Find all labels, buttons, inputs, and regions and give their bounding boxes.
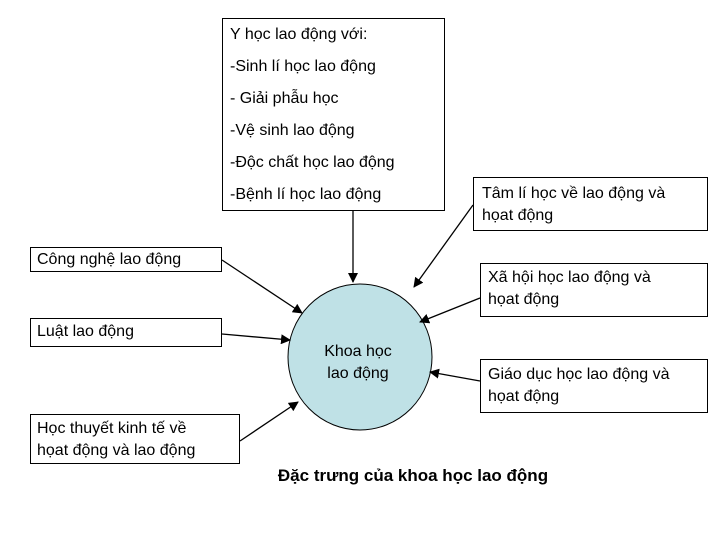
psychology-box bbox=[473, 177, 708, 231]
medicine-item-anatomy: - Giải phẫu học bbox=[230, 90, 339, 107]
center-label bbox=[300, 341, 416, 385]
arrow-sociology-to-center bbox=[420, 298, 480, 322]
center-label-line-1: Khoa học bbox=[324, 343, 392, 360]
arrow-law-to-center bbox=[222, 334, 290, 340]
medicine-item-physiology: -Sinh lí học lao động bbox=[230, 58, 376, 75]
medicine-box bbox=[222, 18, 445, 211]
arrow-education-to-center bbox=[430, 372, 480, 381]
economics-line-2: họat động và lao động bbox=[37, 442, 196, 459]
medicine-title: Y học lao động với: bbox=[230, 26, 368, 43]
law-line-1: Luật lao động bbox=[37, 323, 134, 340]
arrow-technology-to-center bbox=[222, 260, 302, 313]
diagram-caption: Đặc trưng của khoa học lao động bbox=[277, 466, 549, 485]
sociology-box bbox=[480, 263, 708, 317]
law-box bbox=[30, 318, 222, 347]
technology-line-1: Công nghệ lao động bbox=[37, 251, 182, 268]
psychology-line-2: họat động bbox=[482, 207, 554, 224]
sociology-line-1: Xã hội học lao động và bbox=[488, 269, 651, 286]
education-line-1: Giáo dục học lao động và bbox=[488, 366, 670, 383]
arrow-psychology-to-center bbox=[414, 205, 473, 287]
medicine-item-hygiene: -Vệ sinh lao động bbox=[230, 122, 355, 139]
center-label-line-2: lao động bbox=[327, 365, 389, 382]
medicine-item-toxicology: -Độc chất học lao động bbox=[230, 154, 395, 171]
economics-box bbox=[30, 414, 240, 464]
education-box bbox=[480, 359, 708, 413]
education-line-2: họat động bbox=[488, 388, 560, 405]
medicine-item-pathology: -Bệnh lí học lao động bbox=[230, 186, 382, 203]
economics-line-1: Học thuyết kinh tế về bbox=[37, 420, 187, 437]
sociology-line-2: họat động bbox=[488, 291, 560, 308]
arrow-economics-to-center bbox=[240, 402, 298, 441]
psychology-line-1: Tâm lí học về lao động và bbox=[482, 185, 666, 202]
technology-box bbox=[30, 247, 222, 272]
